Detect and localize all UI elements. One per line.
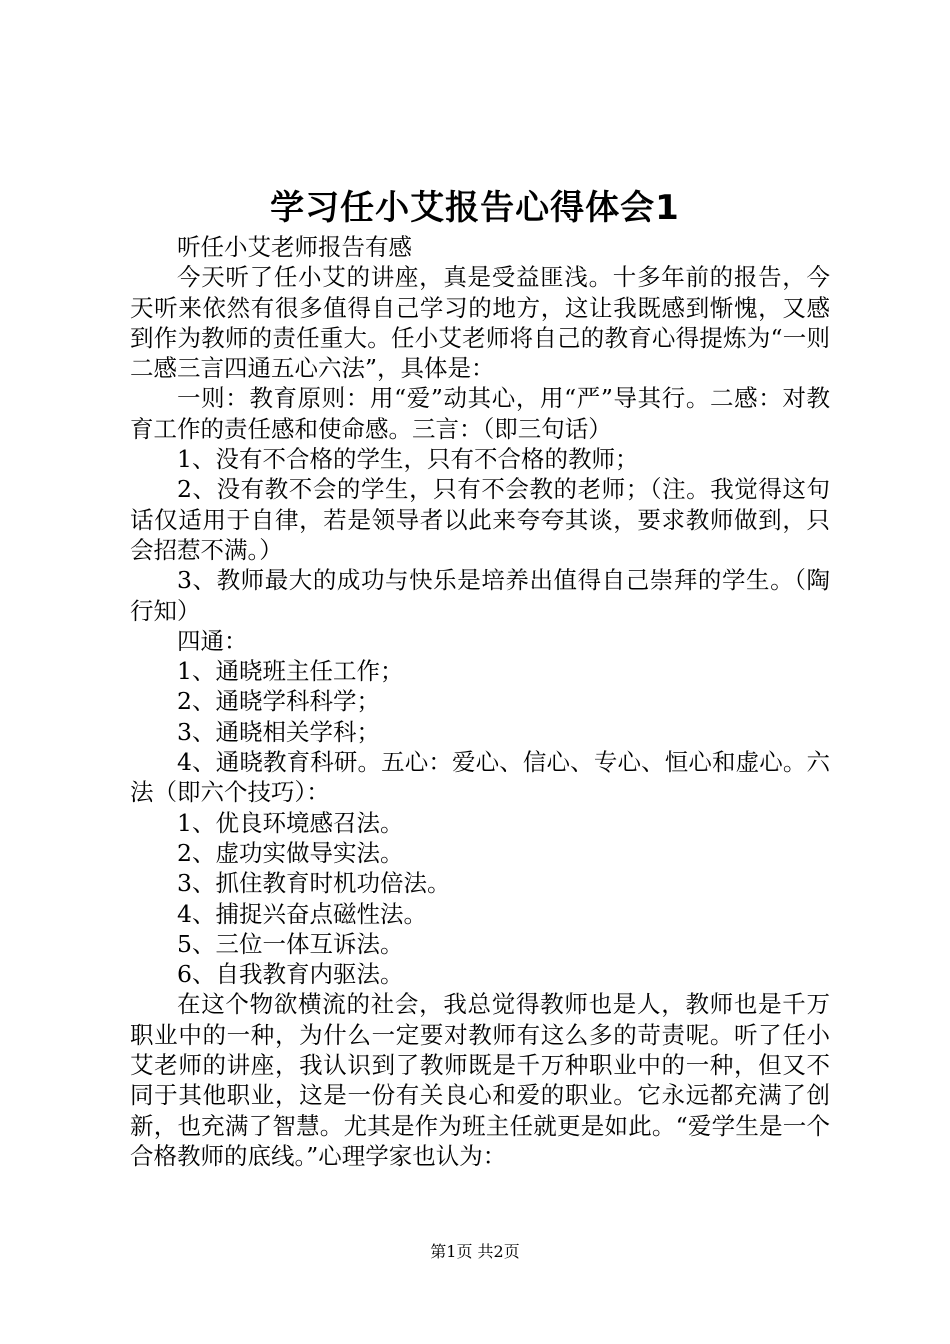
list-item: 2、虚功实做导实法。 xyxy=(177,838,404,867)
list-item: 1、优良环境感召法。 xyxy=(177,808,404,837)
list-item: 3、通晓相关学科； xyxy=(177,717,380,746)
list-item: 4、捕捉兴奋点磁性法。 xyxy=(177,899,427,928)
page-number-footer: 第1页 共2页 xyxy=(430,1242,520,1261)
paragraph-subtitle: 听任小艾老师报告有感 xyxy=(177,233,412,261)
document-body xyxy=(130,232,830,1171)
list-item: 2、没有教不会的学生，只有不会教的老师；（注。我觉得这句话仅适用于自律，若是领导者以此来夸夸其谈，要求教师做到，只会招惹不满。） xyxy=(130,475,830,564)
list-item: 2、通晓学科科学； xyxy=(177,687,380,716)
list-item: 3、抓住教育时机功倍法。 xyxy=(177,869,451,898)
list-item: 3、教师最大的成功与快乐是培养出值得自己崇拜的学生。（陶行知） xyxy=(130,566,830,625)
paragraph: 今天听了任小艾的讲座，真是受益匪浅。十多年前的报告，今天听来依然有很多值得自己学习的地方，这让我既感到惭愧，又感到作为教师的责任重大。任小艾老师将自己的教育心得提炼为“一则二感三言四通五心六法”，具体是： xyxy=(130,263,830,383)
paragraph: 在这个物欲横流的社会，我总觉得教师也是人，教师也是千万职业中的一种，为什么一定要对教师有这么多的苛责呢。听了任小艾老师的讲座，我认识到了教师既是千万种职业中的一种，但又不同于其他职业，这是一份有关良心和爱的职业。它永远都充满了创新，也充满了智慧。尤其是作为班主任就更是如此。“爱学生是一个合格教师的底线。”心理学家也认为： xyxy=(130,990,830,1170)
list-item: 1、通晓班主任工作； xyxy=(177,657,404,686)
list-item: 6、自我教育内驱法。 xyxy=(177,960,404,989)
list-item: 4、通晓教育科研。五心：爱心、信心、专心、恒心和虚心。六法（即六个技巧）： xyxy=(130,748,830,807)
list-item: 5、三位一体互诉法。 xyxy=(177,929,404,958)
page-title: 学习任小艾报告心得体会1 xyxy=(270,188,680,228)
section-heading: 四通： xyxy=(177,626,248,655)
paragraph: 一则：教育原则：用“爱”动其心，用“严”导其行。二感：对教育工作的责任感和使命感。三言：（即三句话） xyxy=(130,384,830,443)
list-item: 1、没有不合格的学生，只有不合格的教师； xyxy=(177,445,639,474)
